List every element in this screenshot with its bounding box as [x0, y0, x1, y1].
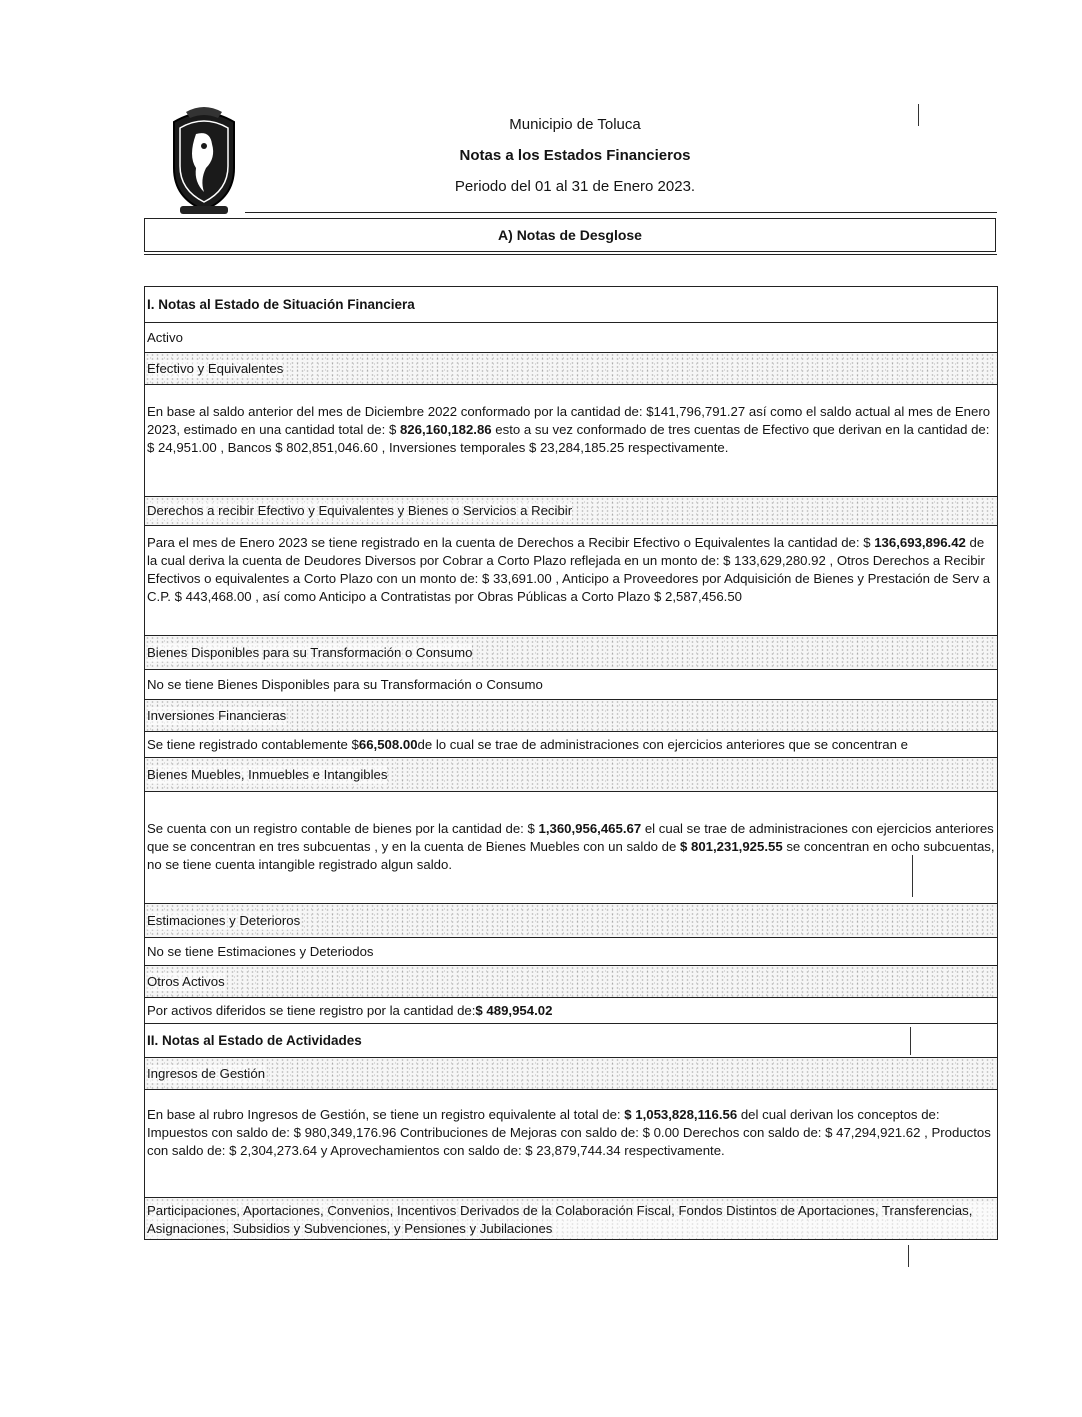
- bienes-disponibles-heading: [145, 635, 997, 669]
- section-a-rule: [144, 254, 997, 255]
- ingresos-text-1: En base al rubro Ingresos de Gestión, se tiene un registro equivalente al total de:: [147, 1107, 625, 1122]
- muebles-text-2: el cual se trae de administraciones con ejercicios anteriores que se concentran en tres subcuentas , y en la cuenta de Bienes Muebles con un saldo de: [147, 821, 994, 854]
- derechos-amount: 136,693,896.42: [874, 535, 966, 550]
- muebles-text-3: se concentran en ocho subcuentas, no se tiene cuenta intangible registrado algun saldo.: [147, 839, 995, 872]
- section-a-box: [144, 218, 996, 252]
- otros-amount: $ 489,954.02: [475, 1002, 553, 1018]
- municipality-name: Municipio de Toluca: [509, 116, 641, 133]
- muebles-amount-2: $ 801,231,925.55: [679, 839, 783, 854]
- inversiones-heading-text: Inversiones Financieras: [147, 707, 287, 723]
- ingresos-paragraph: [145, 1089, 997, 1197]
- otros-text-1: Por activos diferidos se tiene registro por la cantidad de:: [147, 1002, 476, 1018]
- derechos-text-2: de la cual deriva la cuenta de Deudores Diversos por Cobrar a Corto Plazo reflejada en un monto de: $ 133,629,280.92 , Otros Derechos a Recibir Efectivos o equivalentes a Corto Plazo con un monto de: $ 33,691.00 , Anticipo a Proveedores por Adquisición de Bienes y Prestación de Serv a C.P. $ 443,468.00 , así como Anticipo a Contratistas por Obras Públicas a Corto Plazo $ 2,587,456.50: [147, 535, 991, 604]
- efectivo-text-2: esto a su vez conformado de tres cuentas de Efectivo que derivan en la cantidad de: $ 24,951.00 , Bancos $ 802,851,046.60 , Inversiones temporales $ 23,284,185.25 respectivamente.: [147, 422, 990, 455]
- scan-mark: [908, 1245, 909, 1267]
- efectivo-text-1: En base al saldo anterior del mes de Diciembre 2022 conformado por la cantidad de: $141,796,791.27 así como el saldo actual al mes de Enero 2023, estimado en una cantidad total de: $: [147, 404, 991, 437]
- ingresos-text-2: del cual derivan los conceptos de: Impuestos con saldo de: $ 980,349,176.96 Contribuciones de Mejoras con saldo de: $ 0.00 Derechos con saldo de: $ 47,294,921.62 , Productos con saldo de: $ 2,304,273.64 y Aprovechamientos con saldo de: $ 23,879,744.34 respectivamente.: [147, 1107, 991, 1158]
- bienes-disponibles-heading-text: Bienes Disponibles para su Transformación o Consumo: [147, 644, 473, 660]
- section-i-heading: [145, 287, 997, 322]
- estimaciones-heading: [145, 903, 997, 937]
- section-a-title: A) Notas de Desglose: [498, 227, 642, 243]
- otros-activos-text: [145, 997, 997, 1023]
- section-i-text: I. Notas al Estado de Situación Financiera: [147, 296, 415, 312]
- bienes-disponibles-value: No se tiene Bienes Disponibles para su Transformación o Consumo: [147, 676, 543, 692]
- scan-mark: [918, 104, 919, 126]
- participaciones-heading-text: Participaciones, Aportaciones, Convenios, Incentivos Derivados de la Colaboración Fiscal, Fondos Distintos de Aportaciones, Transferencias, Asignaciones, Subsidios y Subvenciones, y Pensiones y Jubilaciones: [147, 1202, 995, 1238]
- efectivo-heading-text: Efectivo y Equivalentes: [147, 360, 284, 376]
- estimaciones-text: [145, 937, 997, 965]
- inversiones-heading: [145, 699, 997, 731]
- efectivo-heading: [145, 352, 997, 384]
- activo-heading: [145, 322, 997, 352]
- section-ii-text: II. Notas al Estado de Actividades: [147, 1032, 362, 1048]
- ingresos-amount: $ 1,053,828,116.56: [624, 1107, 738, 1122]
- derechos-heading-text: Derechos a recibir Efectivo y Equivalentes y Bienes o Servicios a Recibir: [147, 503, 573, 518]
- participaciones-heading: [145, 1197, 997, 1239]
- ingresos-heading-text: Ingresos de Gestión: [147, 1065, 266, 1081]
- bienes-muebles-heading: [145, 757, 997, 791]
- muebles-amount-1: 1,360,956,465.67: [538, 821, 642, 836]
- derechos-text-1: Para el mes de Enero 2023 se tiene registrado en la cuenta de Derechos a Recibir Efectivo o Equivalentes la cantidad de: $: [147, 535, 875, 550]
- derechos-heading: [145, 496, 997, 525]
- derechos-paragraph: [145, 525, 997, 635]
- activo-text: Activo: [147, 329, 183, 345]
- bienes-disponibles-text: [145, 669, 997, 699]
- header-rule: [245, 212, 997, 213]
- scan-mark: [912, 855, 913, 897]
- inversiones-text-2: de lo cual se trae de administraciones con ejercicios anteriores que se concentran e: [417, 736, 908, 752]
- bienes-muebles-paragraph: [145, 791, 997, 903]
- estimaciones-heading-text: Estimaciones y Deterioros: [147, 912, 301, 928]
- toluca-crest-logo: [166, 106, 242, 218]
- otros-activos-heading: [145, 965, 997, 997]
- inversiones-text: [145, 731, 997, 757]
- estimaciones-value: No se tiene Estimaciones y Deteriodos: [147, 943, 374, 959]
- scan-mark: [910, 1027, 911, 1055]
- document-title: Notas a los Estados Financieros: [459, 147, 691, 164]
- efectivo-amount: 826,160,182.86: [399, 422, 492, 437]
- inversiones-text-1: Se tiene registrado contablemente $: [147, 736, 359, 752]
- ingresos-heading: [145, 1057, 997, 1089]
- bienes-muebles-heading-text: Bienes Muebles, Inmuebles e Intangibles: [147, 766, 388, 782]
- inversiones-amount: 66,508.00: [358, 736, 418, 752]
- muebles-text-1: Se cuenta con un registro contable de bienes por la cantidad de: $: [147, 821, 539, 836]
- section-ii-heading: [145, 1023, 997, 1057]
- notes-table: [144, 286, 998, 1240]
- otros-activos-heading-text: Otros Activos: [147, 973, 225, 989]
- efectivo-paragraph: [145, 384, 997, 496]
- period-label: Periodo del 01 al 31 de Enero 2023.: [454, 178, 696, 195]
